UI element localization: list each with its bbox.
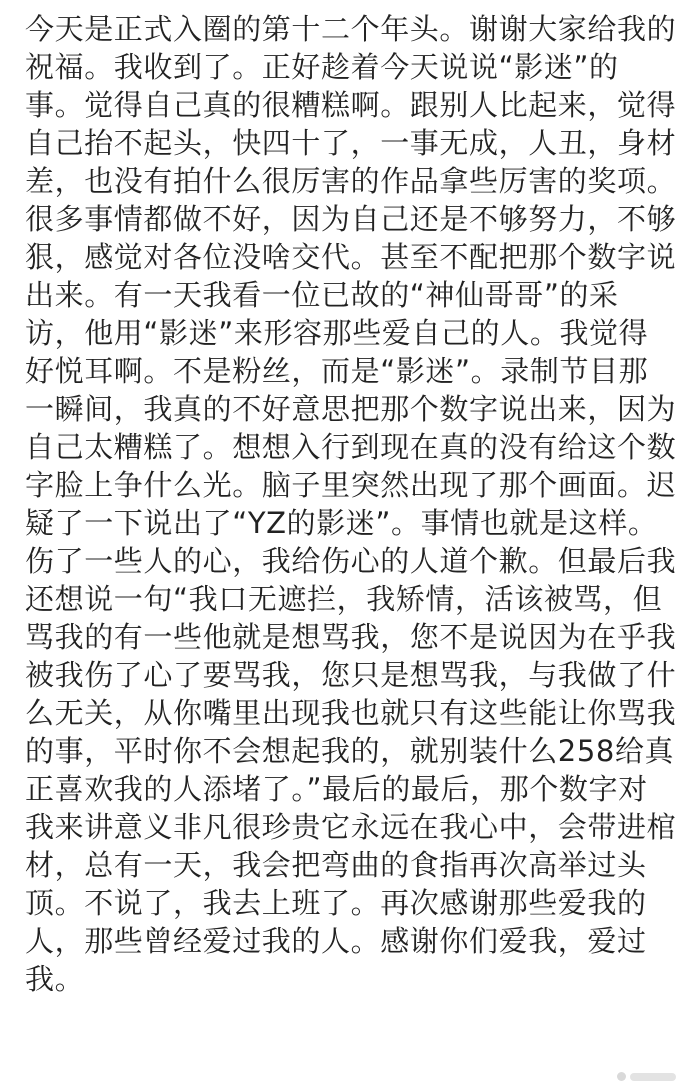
- text-line: 材，总有一天，我会把弯曲的食指再次高举过头: [25, 848, 647, 882]
- text-line: 的事，平时你不会想起我的，就别装什么258给真: [25, 734, 675, 768]
- text-line: 差，也没有拍什么很厉害的作品拿些厉害的奖项。: [25, 164, 677, 198]
- watermark-logo-icon: [617, 1072, 626, 1081]
- text-line: 很多事情都做不好，因为自己还是不够努力，不够: [25, 202, 677, 236]
- text-line: 好悦耳啊。不是粉丝，而是“影迷”。录制节目那: [25, 354, 649, 388]
- text-line: 正喜欢我的人添堵了。”最后的最后，那个数字对: [25, 772, 648, 806]
- text-line: 出来。有一天我看一位已故的“神仙哥哥”的采: [25, 278, 619, 312]
- text-line: 自己抬不起头，快四十了，一事无成，人丑，身材: [25, 126, 677, 160]
- text-line: 祝福。我收到了。正好趁着今天说说“影迷”的: [25, 50, 619, 84]
- text-line: 一瞬间，我真的不好意思把那个数字说出来，因为: [25, 392, 677, 426]
- text-line: 事。觉得自己真的很糟糕啊。跟别人比起来，觉得: [25, 88, 677, 122]
- text-line: 伤了一些人的心，我给伤心的人道个歉。但最后我: [25, 544, 677, 578]
- text-line: 还想说一句“我口无遮拦，我矫情，活该被骂，但: [25, 582, 663, 616]
- post-body: [25, 10, 677, 998]
- text-line: 骂我的有一些他就是想骂我，您不是说因为在乎我: [25, 620, 677, 654]
- text-line: 字脸上争什么光。脑子里突然出现了那个画面。迟: [25, 468, 677, 502]
- text-line: 我来讲意义非凡很珍贵它永远在我心中，会带进棺: [25, 810, 677, 844]
- text-line: 么无关，从你嘴里出现我也就只有这些能让你骂我: [25, 696, 677, 730]
- text-line: 顶。不说了，我去上班了。再次感谢那些爱我的: [25, 886, 647, 920]
- text-line: 访，他用“影迷”来形容那些爱自己的人。我觉得: [25, 316, 649, 350]
- text-line: 我。: [25, 962, 85, 996]
- text-line: 疑了一下说出了“YZ的影迷”。事情也就是这样。: [25, 506, 658, 540]
- text-line: 人，那些曾经爱过我的人。感谢你们爱我，爱过: [25, 924, 647, 958]
- text-line: 狠，感觉对各位没啥交代。甚至不配把那个数字说: [25, 240, 677, 274]
- text-line: 今天是正式入圈的第十二个年头。谢谢大家给我的: [25, 12, 677, 46]
- text-line: 被我伤了心了要骂我，您只是想骂我，与我做了什: [25, 658, 677, 692]
- watermark: [617, 1072, 676, 1081]
- text-line: 自己太糟糕了。想想入行到现在真的没有给这个数: [25, 430, 677, 464]
- watermark-mark: [630, 1073, 676, 1081]
